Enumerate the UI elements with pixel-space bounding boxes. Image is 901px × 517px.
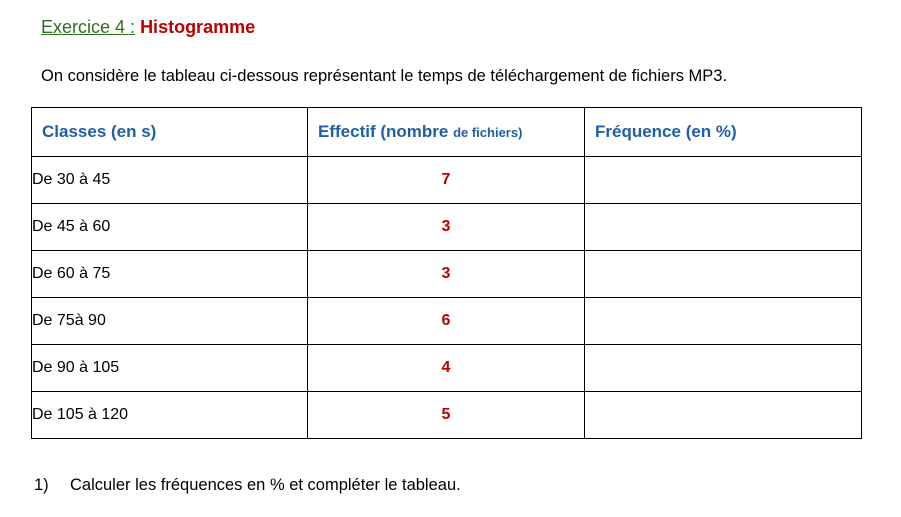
table-row xyxy=(32,204,862,251)
header-effectif xyxy=(308,108,585,157)
exercise-topic: Histogramme xyxy=(140,17,256,37)
cell-effectif: 7 xyxy=(308,157,585,204)
header-effectif-main: Effectif (nombre xyxy=(318,122,454,141)
cell-classe: De 105 à 120 xyxy=(32,392,308,439)
exercise-title xyxy=(41,17,255,38)
cell-effectif: 6 xyxy=(308,298,585,345)
question-1 xyxy=(34,476,461,495)
cell-effectif: 3 xyxy=(308,251,585,298)
table-row xyxy=(32,251,862,298)
cell-effectif: 3 xyxy=(308,204,585,251)
cell-frequence[interactable] xyxy=(585,345,862,392)
header-effectif-small: de fichiers) xyxy=(453,125,523,140)
cell-classe: De 30 à 45 xyxy=(32,157,308,204)
exercise-number: Exercice 4 : xyxy=(41,17,136,37)
cell-frequence[interactable] xyxy=(585,392,862,439)
question-text: Calculer les fréquences en % et compléter le tableau. xyxy=(70,476,461,494)
cell-frequence[interactable] xyxy=(585,251,862,298)
cell-frequence[interactable] xyxy=(585,298,862,345)
cell-classe: De 75à 90 xyxy=(32,298,308,345)
table-row xyxy=(32,157,862,204)
header-classes: Classes (en s) xyxy=(32,108,308,157)
cell-classe: De 60 à 75 xyxy=(32,251,308,298)
cell-classe: De 45 à 60 xyxy=(32,204,308,251)
cell-effectif: 4 xyxy=(308,345,585,392)
cell-effectif: 5 xyxy=(308,392,585,439)
table-row xyxy=(32,345,862,392)
table-row xyxy=(32,298,862,345)
cell-classe: De 90 à 105 xyxy=(32,345,308,392)
question-number: 1) xyxy=(34,476,49,494)
data-table xyxy=(31,107,862,439)
table-row xyxy=(32,392,862,439)
table-header-row xyxy=(32,108,862,157)
cell-frequence[interactable] xyxy=(585,157,862,204)
header-frequence: Fréquence (en %) xyxy=(585,108,862,157)
intro-text: On considère le tableau ci-dessous représentant le temps de téléchargement de fichiers MP3. xyxy=(41,67,728,85)
cell-frequence[interactable] xyxy=(585,204,862,251)
